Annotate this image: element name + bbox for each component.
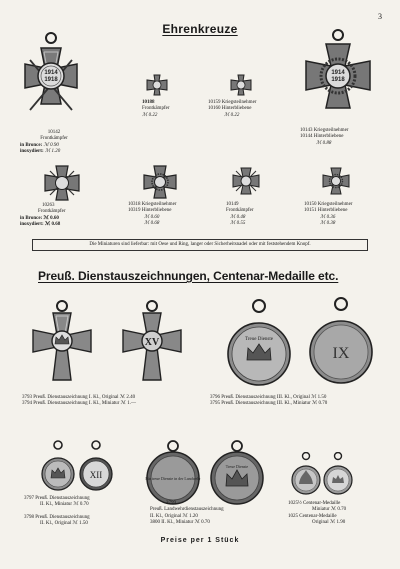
cross-10149-illustration — [232, 167, 260, 195]
medal-3796-illustration — [226, 298, 292, 394]
caption-10149: 10149 Frontkämpfer ℳ 0.48 ℳ 0.55 — [226, 202, 254, 227]
cross-year-bottom: 1918 — [331, 77, 345, 83]
footer-price-note: Preise per 1 Stück — [160, 537, 240, 544]
medal-numeral-small: XII — [89, 470, 103, 480]
cross-10142-illustration — [20, 30, 82, 130]
caption-10263: 10263 Frontkämpfer in Bronce: ℳ 0.60 inoxydiert: ℳ 0.68 — [20, 203, 66, 228]
caption-10159: 10159 Kriegsteilnehmer 10160 Hinterbliebene ℳ 0.22 — [208, 100, 257, 118]
cross-year-bottom: 1918 — [44, 77, 58, 83]
caption-10142: 10142 Frontkämpfer — [40, 130, 68, 142]
cross-10159-illustration — [230, 74, 252, 96]
section-title-dienstauszeichnungen: Preuß. Dienstauszeichnungen, Centenar-Medaille etc. — [38, 269, 339, 283]
medal-3797-illustration — [40, 440, 76, 494]
cross-10318-illustration — [143, 165, 177, 199]
cross-10188-illustration — [146, 74, 168, 96]
caption-10142-prices: in Bronce: ℳ 0.90 inoxydiert: ℳ 1.20 — [20, 143, 61, 155]
caption-10143: 10143 Kriegsteilnehmer 10144 Hinterbliebene ℳ 0.88 — [300, 128, 349, 146]
page-number: 3 — [378, 12, 382, 21]
caption-3799-3800: 3799 Preuß. Landwehrdienstauszeichnung II. Kl., Original ℳ 1.20 3800 II. Kl., Miniatur ℳ 0.70 — [150, 501, 224, 526]
cross-year-top: 1914 — [44, 70, 58, 76]
cross-3793-illustration — [30, 300, 94, 384]
miniature-notice: Die Miniaturen sind lieferbar: mit Oese und Ring, langer oder Sicherheitsnadel oder mit feststehendem Knopf. — [32, 239, 368, 251]
medal-1025-illustration — [322, 452, 354, 498]
caption-3797: 3797 Preuß. Dienstauszeichnung II. Kl., Miniatur ℳ 0.70 — [24, 496, 90, 508]
caption-10188: 10188 Frontkämpfer ℳ 0.22 — [142, 100, 170, 118]
cross-10143-illustration — [300, 28, 376, 126]
medal-1025-half-illustration — [290, 452, 322, 498]
cross-numeral: XV — [144, 337, 160, 348]
caption-3793-3794: 3793 Preuß. Dienstauszeichnung I. Kl., Original ℳ 2.40 3794 Preuß. Dienstauszeichnung I. Kl., Miniatur ℳ 1.— — [22, 395, 136, 407]
medal-3800-illustration — [206, 440, 268, 506]
caption-3798: 3798 Preuß. Dienstauszeichnung II. Kl., Original ℳ 1.50 — [24, 515, 90, 527]
medal-3798-illustration — [78, 440, 114, 494]
caption-10318: 10318 Kriegsteilnehmer 10319 Hinterbliebene ℳ 0.60 ℳ 0.68 — [128, 202, 177, 227]
medal-inscription: Treue Dienste — [244, 337, 274, 342]
caption-1025: 1025½ Centenar-Medaille Miniatur ℳ 0.70 1025 Centenar-Medaille Original ℳ 1.90 — [288, 501, 347, 526]
cross-year-top: 1914 — [331, 70, 345, 76]
medal-inscription: Für treue Dienste in der Landwehr — [145, 476, 201, 481]
caption-10150: 10150 Kriegsteilnehmer 10151 Hinterbliebene ℳ 0.36 ℳ 0.38 — [304, 202, 353, 227]
caption-3796-3795: 3796 Preuß. Dienstauszeichnung III. Kl., Original ℳ 1.50 3795 Preuß. Dienstauszeichnung III. Kl., Miniatur ℳ 0.70 — [210, 395, 328, 407]
medal-inscription: Treue Dienste — [225, 464, 249, 469]
medal-3795-illustration — [308, 296, 374, 392]
medal-3799-illustration — [142, 440, 204, 506]
medal-numeral: IX — [332, 345, 350, 362]
section-title-ehrenkreuze: Ehrenkreuze — [162, 22, 238, 36]
cross-3794-illustration — [120, 300, 184, 384]
cross-10150-illustration — [322, 167, 350, 195]
cross-10263-illustration — [44, 165, 80, 201]
